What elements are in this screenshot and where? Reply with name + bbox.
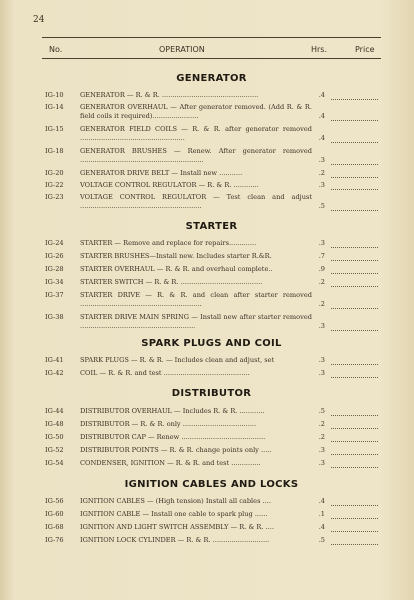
price-blank (331, 407, 378, 416)
price-blank (331, 497, 378, 506)
operation-hours: .3 (318, 181, 325, 189)
section-title-spark-plugs-and-coil: SPARK PLUGS AND COIL (141, 338, 282, 349)
price-blank (331, 369, 378, 378)
operation-code: IG-18 (45, 147, 64, 155)
operation-code: IG-26 (45, 252, 64, 260)
price-blank (331, 510, 378, 519)
page-number: 24 (33, 15, 45, 25)
price-blank (331, 523, 378, 532)
operation-code: IG-41 (45, 356, 64, 364)
operation-description: GENERATOR FIELD COILS — R. & R. after generator removed .................................................. (80, 125, 312, 142)
section-title-starter: STARTER (185, 221, 238, 232)
header-no: No. (49, 45, 63, 54)
operation-hours: .3 (318, 356, 325, 364)
operation-description: IGNITION CABLES — (High tension) Install all cables .... (80, 497, 271, 505)
operation-hours: .2 (318, 433, 325, 441)
price-blank (331, 134, 378, 143)
price-blank (331, 239, 378, 248)
operation-code: IG-50 (45, 433, 64, 441)
price-blank (331, 265, 378, 274)
operation-description: COIL — R. & R. and test ......................................... (80, 369, 250, 377)
price-blank (331, 181, 378, 190)
operation-code: IG-20 (45, 169, 64, 177)
operation-hours: .3 (318, 156, 325, 164)
operation-code: IG-23 (45, 193, 64, 201)
operation-hours: .3 (318, 459, 325, 467)
operation-hours: .2 (318, 420, 325, 428)
operation-code: IG-76 (45, 536, 64, 544)
operation-code: IG-54 (45, 459, 64, 467)
operation-hours: .2 (318, 300, 325, 308)
operation-hours: .1 (318, 510, 325, 518)
operation-hours: .2 (318, 278, 325, 286)
operation-code: IG-22 (45, 181, 64, 189)
section-title-ignition-cables-and-locks: IGNITION CABLES AND LOCKS (124, 479, 299, 490)
operation-description: DISTRIBUTOR — R. & R. only ................................... (80, 420, 257, 428)
operation-code: IG-56 (45, 497, 64, 505)
operation-code: IG-15 (45, 125, 64, 133)
header-operation: OPERATION (159, 45, 205, 54)
header-hrs: Hrs. (311, 45, 328, 54)
operation-code: IG-44 (45, 407, 64, 415)
operation-code: IG-34 (45, 278, 64, 286)
operation-description: IGNITION CABLE — Install one cable to spark plug ...... (80, 510, 268, 518)
price-blank (331, 202, 378, 211)
price-blank (331, 536, 378, 545)
operation-code: IG-60 (45, 510, 64, 518)
section-title-distributor: DISTRIBUTOR (171, 388, 252, 399)
operation-description: DISTRIBUTOR CAP — Renew ........................................ (80, 433, 266, 441)
price-blank (331, 91, 378, 100)
operation-hours: .4 (318, 91, 325, 99)
price-blank (331, 420, 378, 429)
price-blank (331, 356, 378, 365)
operation-description: GENERATOR DRIVE BELT — Install new ........... (80, 169, 243, 177)
header-price: Price (355, 45, 375, 54)
operation-hours: .9 (318, 265, 325, 273)
operation-description: STARTER BRUSHES—Install new. Includes starter R.&R. (80, 252, 272, 260)
operation-hours: .4 (318, 112, 325, 120)
operation-hours: .4 (318, 134, 325, 142)
operation-hours: .4 (318, 497, 325, 505)
operation-description: IGNITION AND LIGHT SWITCH ASSEMBLY — R. & R. .... (80, 523, 274, 531)
header-rule-top (42, 37, 381, 38)
operation-description: VOLTAGE CONTROL REGULATOR — R. & R. ............ (80, 181, 259, 189)
operation-description: STARTER OVERHAUL — R. & R. and overhaul complete.. (80, 265, 273, 273)
operation-description: STARTER — Remove and replace for repairs............. (80, 239, 257, 247)
operation-hours: .3 (318, 322, 325, 330)
operation-hours: .3 (318, 239, 325, 247)
operation-description: GENERATOR BRUSHES — Renew. After generator removed ........................................................... (80, 147, 312, 164)
section-title-generator: GENERATOR (176, 73, 247, 84)
operation-hours: .5 (318, 407, 325, 415)
operation-hours: .2 (318, 169, 325, 177)
operation-code: IG-38 (45, 313, 64, 321)
operation-hours: .4 (318, 523, 325, 531)
operation-description: GENERATOR — R. & R. .............................................. (80, 91, 259, 99)
operation-description: DISTRIBUTOR OVERHAUL — Includes R. & R. ............ (80, 407, 265, 415)
price-blank (331, 169, 378, 178)
price-blank (331, 156, 378, 165)
operation-code: IG-10 (45, 91, 64, 99)
operation-description: GENERATOR OVERHAUL — After generator removed. (Add R. & R. field coils it required)...................... (80, 103, 312, 120)
operation-code: IG-48 (45, 420, 64, 428)
operation-description: IGNITION LOCK CYLINDER — R. & R. ........................... (80, 536, 270, 544)
operation-hours: .5 (318, 536, 325, 544)
operation-code: IG-24 (45, 239, 64, 247)
operation-code: IG-52 (45, 446, 64, 454)
price-blank (331, 252, 378, 261)
operation-code: IG-37 (45, 291, 64, 299)
price-blank (331, 300, 378, 309)
header-rule-bottom (42, 58, 381, 59)
operation-description: STARTER DRIVE — R. & R. and clean after starter removed .......................................................... (80, 291, 312, 308)
operation-description: CONDENSER, IGNITION — R. & R. and test .............. (80, 459, 261, 467)
price-blank (331, 278, 378, 287)
operation-description: VOLTAGE CONTROL REGULATOR — Test clean and adjust .......................................................... (80, 193, 312, 210)
operation-hours: .3 (318, 446, 325, 454)
operation-hours: .5 (318, 202, 325, 210)
price-blank (331, 112, 378, 121)
operation-code: IG-42 (45, 369, 64, 377)
operation-description: STARTER DRIVE MAIN SPRING — Install new after starter removed ....................................................... (80, 313, 312, 330)
price-blank (331, 446, 378, 455)
operation-hours: .7 (318, 252, 325, 260)
operation-code: IG-14 (45, 103, 64, 111)
operation-code: IG-28 (45, 265, 64, 273)
operation-description: DISTRIBUTOR POINTS — R. & R. change points only ..... (80, 446, 272, 454)
operation-code: IG-68 (45, 523, 64, 531)
operation-hours: .3 (318, 369, 325, 377)
price-blank (331, 322, 378, 331)
price-blank (331, 459, 378, 468)
operation-description: SPARK PLUGS — R. & R. — Includes clean and adjust, set (80, 356, 275, 364)
price-blank (331, 433, 378, 442)
operation-description: STARTER SWITCH — R. & R. ....................................... (80, 278, 263, 286)
